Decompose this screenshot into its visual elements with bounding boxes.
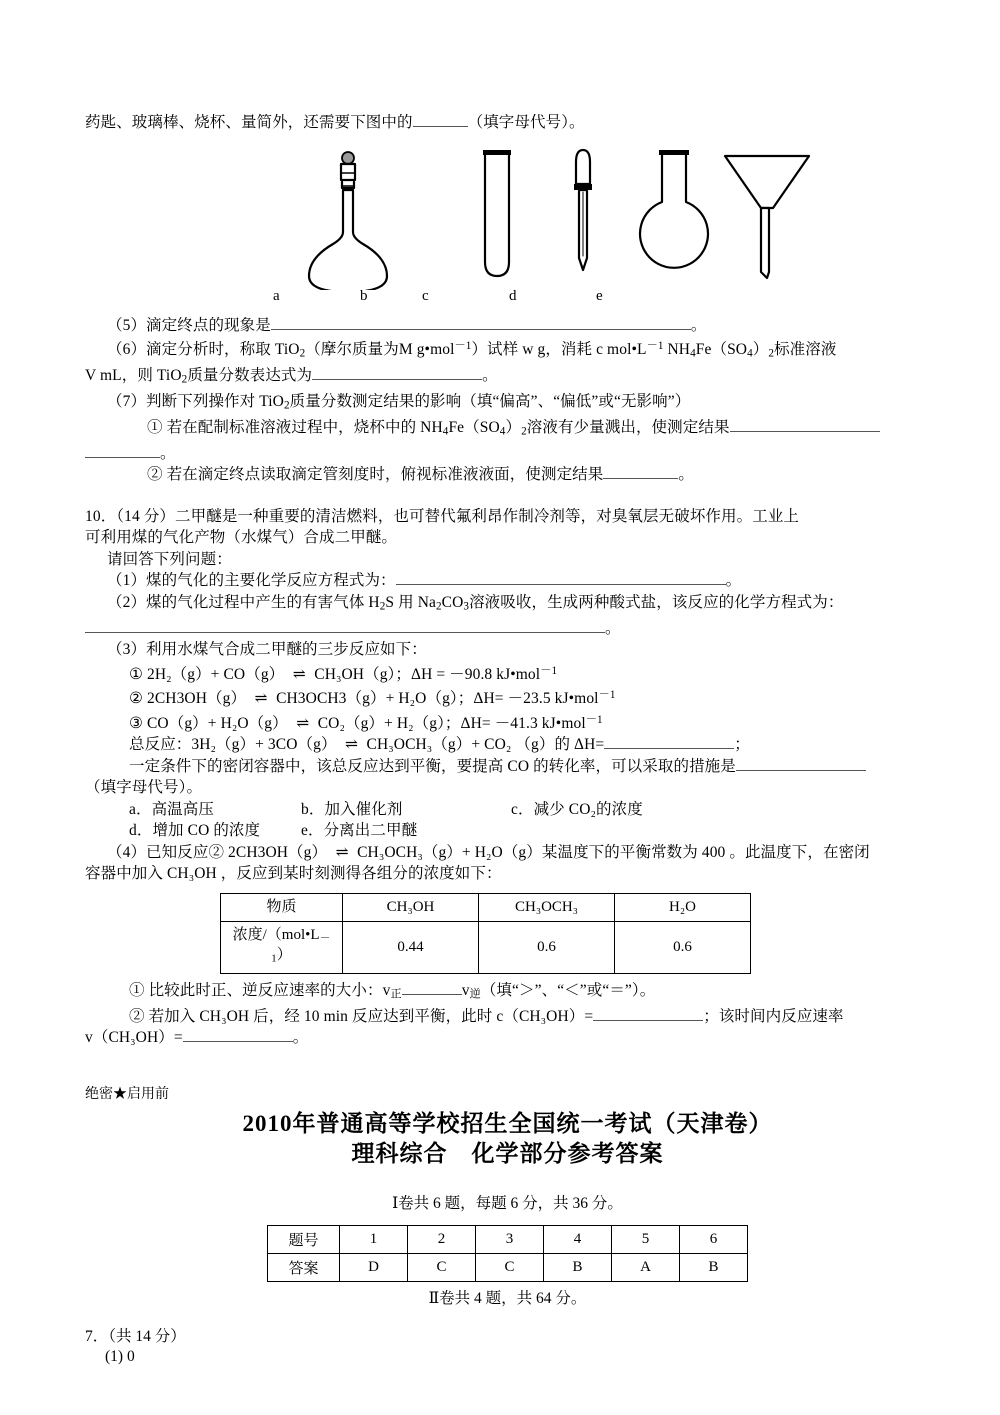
q9-item6-sub1: 2 — [299, 347, 306, 360]
q10-option-d[interactable]: d．增加 CO 的浓度 — [129, 822, 261, 840]
q10-item3: （3）利用水煤气合成二甲醚的三步反应如下： — [107, 641, 427, 659]
question-number-5: 5 — [612, 1225, 680, 1253]
q10-measure-line2: （填字母代号）。 — [85, 779, 203, 797]
q10-sub1 — [85, 980, 930, 1006]
section2-note: Ⅱ卷共 4 题，共 64 分。 — [428, 1289, 587, 1307]
conc-header-0: 物质 — [221, 893, 343, 921]
q9-item7-1b: Fe（SO — [448, 418, 500, 436]
q10-eq1-right: CH₃OH（g）；ΔH = －90.8 kJ•mol — [314, 665, 541, 683]
q10-item2-c: CO — [441, 593, 464, 611]
q9-item5-end: 。 — [690, 316, 707, 334]
q7-answer-item1: (1) 0 — [105, 1347, 135, 1365]
concentration-table — [220, 893, 751, 974]
page-content — [85, 112, 930, 1366]
q10-item2 — [85, 592, 930, 618]
q10-eq3-sup: －1 — [585, 713, 603, 726]
q9-item7-2 — [85, 464, 930, 486]
q10-sub2-l2a: v（CH₃OH）= — [85, 1029, 183, 1047]
q10-i2-sub3: 3 — [463, 600, 470, 613]
q9-item6-d: NH — [663, 341, 691, 359]
equilibrium-arrow-icon: ⇌ — [296, 714, 310, 732]
q9-item7-1d: 溶液有少量溅出，使测定结果 — [526, 418, 730, 436]
q9-item7-b: 质量分数测定结果的影响（填“偏高”、“偏低”或“无影响”） — [289, 392, 691, 410]
q10-item1-end: 。 — [725, 572, 742, 590]
q10-measure-line1 — [85, 756, 930, 778]
q10-item2-a: （2）煤的气化过程中产生的有害气体 H — [107, 593, 380, 611]
q9-item7-1 — [85, 417, 930, 443]
volumetric-flask-icon — [309, 152, 387, 290]
answer-table-answer-header: 答案 — [268, 1253, 340, 1281]
table-row — [268, 1225, 748, 1253]
q10-option-b[interactable]: b．加入催化剂 — [301, 800, 403, 818]
exam-title: 2010年普通高等学校招生全国统一考试（天津卷） — [242, 1110, 773, 1136]
q10-eq3-no: ③ — [129, 714, 143, 732]
q9-item7-1-end: 。 — [160, 444, 176, 462]
q9-i71-sub2: 4 — [499, 425, 506, 438]
q9-item6-line1 — [85, 336, 930, 365]
q10-sub1-c: （填“＞”、“＜”或“＝”）。 — [480, 981, 656, 999]
q9-item6-sub5: 2 — [181, 373, 188, 386]
q10-eq1-sup: －1 — [540, 664, 558, 677]
q10-item2-cont — [85, 618, 930, 640]
q10-equation-2 — [85, 685, 930, 710]
q9-item5 — [85, 315, 930, 337]
q9-item7-2-end: 。 — [678, 466, 694, 484]
q10-item4-a: （4）已知反应② 2CH3OH（g） — [107, 843, 328, 861]
question-number-6: 6 — [680, 1225, 748, 1253]
conc-row-label-sup: －1 — [271, 932, 331, 965]
q9-item7-a: （7）判断下列操作对 TiO — [107, 392, 284, 410]
q10-i2-sub2: 2 — [435, 600, 442, 613]
q10-sub2-a: ② 若加入 CH₃OH 后，经 10 min 反应达到平衡，此时 c（CH₃OH）= — [129, 1007, 594, 1025]
q10-sub1-a: ① 比较此时正、逆反应速率的大小：v — [129, 981, 391, 999]
q9-item7-sub: 2 — [283, 399, 290, 412]
answer-1: D — [340, 1253, 408, 1281]
q10-total-left: 总反应：3H₂（g）+ 3CO（g） — [129, 736, 337, 754]
q10-options-row2 — [85, 820, 930, 842]
q10-options-row1 — [85, 799, 930, 821]
q10-i2-sub1: 2 — [379, 600, 386, 613]
q9-item6-blank[interactable] — [312, 365, 482, 380]
q10-eq2-right: CH3OCH3（g）+ H₂O（g）；ΔH= －23.5 kJ•mol — [276, 690, 599, 708]
q10-item4-line1 — [85, 842, 930, 864]
funnel-icon — [725, 156, 809, 278]
answer-4: B — [544, 1253, 612, 1281]
q10-total-reaction — [85, 734, 930, 756]
answer-5: A — [612, 1253, 680, 1281]
answer-key-table — [267, 1225, 748, 1282]
question-number-2: 2 — [408, 1225, 476, 1253]
table-row — [221, 893, 751, 921]
q10-sub2-blank1[interactable] — [593, 1006, 703, 1021]
q10-eq3-right: CO₂（g）+ H₂（g）；ΔH= －41.3 kJ•mol — [317, 714, 586, 732]
q9-item6-sup1: －1 — [454, 340, 472, 352]
q9-item7-2-blank[interactable] — [603, 465, 678, 480]
q9-intro-tail: （填字母代号）。 — [467, 114, 585, 131]
apparatus-label-a: a — [273, 287, 280, 304]
apparatus-label-d: d — [509, 287, 517, 304]
q10-item1-blank[interactable] — [396, 571, 726, 586]
q9-item7 — [85, 391, 930, 417]
confidential-seal: 绝密★启用前 — [85, 1086, 169, 1102]
q9-blank[interactable] — [413, 112, 468, 127]
q10-eq2-left: 2CH3OH（g） — [146, 690, 247, 708]
q10-option-e[interactable]: e．分离出二甲醚 — [301, 822, 418, 840]
conc-header-1: CH₃OH — [343, 893, 479, 921]
q9-item7-1c: ） — [505, 418, 522, 436]
apparatus-labels — [85, 288, 930, 310]
q9-item6-l2a: V mL，则 TiO — [85, 366, 182, 384]
q9-item7-2a: ② 若在滴定终点读取滴定管刻度时，俯视标准液液面，使测定结果 — [147, 466, 604, 484]
apparatus-label-b: b — [360, 287, 368, 304]
q10-sub2-line1 — [85, 1006, 930, 1028]
equilibrium-arrow-icon: ⇌ — [335, 843, 349, 861]
conc-value-2: 0.6 — [615, 921, 751, 973]
q10-stem-line2: 可利用煤的气化产物（水煤气）合成二甲醚。 — [85, 529, 398, 547]
question-number-4: 4 — [544, 1225, 612, 1253]
exam-subtitle: 理科综合 化学部分参考答案 — [351, 1140, 664, 1166]
apparatus-figure — [85, 140, 930, 315]
q10-sub1-sub2: 逆 — [469, 988, 481, 1001]
q10-eq2-no: ② — [129, 690, 143, 708]
conc-row-label — [221, 921, 343, 973]
q9-intro-line — [85, 112, 930, 134]
answer-3: C — [476, 1253, 544, 1281]
q10-eq1-no: ① — [129, 665, 143, 683]
question-number-1: 1 — [340, 1225, 408, 1253]
q9-item6-g: 标准溶液 — [774, 341, 837, 359]
conc-row-label-end: ） — [276, 947, 292, 964]
q10-eq3-left: CO（g）+ H₂O（g） — [146, 714, 288, 732]
q9-i71-sub1: 4 — [442, 425, 449, 438]
q10-eq2-sup: －1 — [598, 689, 616, 702]
q10-stem-line1: 10．（14 分）二甲醚是一种重要的清洁燃料，也可替代氟利昂作制冷剂等，对臭氧层无破坏作用。工业上 — [85, 507, 800, 525]
q9-item6-sub3: 4 — [747, 347, 753, 360]
apparatus-label-e: e — [596, 287, 603, 304]
conc-header-2: CH₃OCH₃ — [479, 893, 615, 921]
conc-header-3: H₂O — [615, 893, 751, 921]
q9-item6-l2b: 质量分数表达式为 — [187, 366, 313, 384]
q10-equation-3 — [85, 710, 930, 735]
q9-item6-b: （摩尔质量为M g•mol — [305, 341, 455, 359]
q9-item5-blank[interactable] — [271, 315, 691, 330]
q9-i71-sub3: 2 — [521, 425, 527, 438]
answer-2: C — [408, 1253, 476, 1281]
q10-measure-text: 一定条件下的密闭容器中，该总反应达到平衡，要提高 CO 的转化率，可以采取的措施是 — [129, 757, 736, 775]
conc-value-0: 0.44 — [343, 921, 479, 973]
q10-sub2-line2 — [85, 1027, 930, 1049]
answer-6: B — [680, 1253, 748, 1281]
q9-item6-l2end: 。 — [482, 366, 498, 384]
q9-item6-sup2: －1 — [646, 340, 664, 352]
q10-equation-1 — [85, 661, 930, 686]
q10-item1-a: （1）煤的气化的主要化学反应方程式为： — [107, 572, 396, 590]
q9-item7-1-cont — [85, 443, 930, 465]
answer-table-row-header: 题号 — [268, 1225, 340, 1253]
q10-sub1-b: v — [461, 981, 470, 999]
q10-eq1-left: 2H₂（g）+ CO（g） — [146, 665, 285, 683]
table-row — [221, 921, 751, 973]
conc-value-1: 0.6 — [479, 921, 615, 973]
q9-item7-1-blank2[interactable] — [85, 443, 160, 458]
apparatus-label-c: c — [422, 287, 429, 304]
q10-item4-line2: 容器中加入 CH₃OH ，反应到某时刻测得各组分的浓度如下： — [85, 865, 502, 883]
question-number-3: 3 — [476, 1225, 544, 1253]
table-row — [268, 1253, 748, 1281]
equilibrium-arrow-icon: ⇌ — [345, 736, 359, 754]
q9-item7-1a: ① 若在配制标准溶液过程中，烧杯中的 NH — [147, 418, 443, 436]
apparatus-drawings — [85, 140, 930, 290]
q10-item4-b: CH₃OCH₃（g）+ H₂O（g）某温度下的平衡常数为 400 。此温度下，在密闭 — [357, 843, 870, 861]
q10-sub2-blank2[interactable] — [183, 1027, 293, 1042]
q9-item6-a: （6）滴定分析时，称取 TiO — [107, 341, 300, 359]
q10-item2-d: 溶液吸收，生成两种酸式盐，该反应的化学方程式为： — [469, 593, 844, 611]
q10-sub2-l2end: 。 — [292, 1029, 309, 1047]
q10-total-end: ； — [734, 736, 750, 754]
round-bottom-flask-icon — [640, 150, 708, 268]
q10-total-right: CH₃OCH₃（g）+ CO₂ （g）的 ΔH= — [366, 736, 605, 754]
equilibrium-arrow-icon: ⇌ — [292, 665, 306, 683]
q9-item6-sub2: 4 — [690, 347, 696, 360]
q10-stem-line3: 请回答下列问题： — [107, 550, 232, 568]
q9-item6-e: Fe（SO — [695, 341, 748, 359]
q9-item5-text: （5）滴定终点的现象是 — [107, 316, 271, 334]
q10-total-blank[interactable] — [604, 735, 734, 750]
q10-sub1-blank[interactable] — [402, 980, 462, 995]
section1-note: Ⅰ卷共 6 题，每题 6 分，共 36 分。 — [392, 1194, 623, 1212]
q10-item1 — [85, 570, 930, 592]
q10-sub1-sub1: 正 — [390, 988, 402, 1001]
q10-sub2-b: ；该时间内反应速率 — [703, 1007, 844, 1025]
test-tube-icon — [483, 150, 511, 276]
q10-option-c[interactable]: c．减少 CO₂的浓度 — [511, 800, 643, 818]
q10-measure-blank2[interactable] — [776, 756, 866, 771]
q9-item6-sub4: 2 — [768, 347, 775, 360]
q9-item7-1-blank[interactable] — [730, 417, 880, 432]
q9-item6-line2 — [85, 365, 930, 391]
q10-item2-end: 。 — [605, 619, 621, 637]
q10-measure-blank1[interactable] — [736, 756, 776, 771]
q10-item2-blank[interactable] — [85, 618, 605, 633]
q9-intro-text: 药匙、玻璃棒、烧杯、量简外，还需要下图中的 — [85, 114, 413, 131]
q10-option-a[interactable]: a．高温高压 — [129, 800, 214, 818]
conc-row-label-text: 浓度/（mol•L — [232, 926, 320, 943]
equilibrium-arrow-icon: ⇌ — [254, 690, 268, 708]
q7-answer-header: 7．（共 14 分） — [85, 1327, 186, 1345]
dropper-icon — [574, 150, 592, 270]
q9-item6-f: ） — [752, 341, 769, 359]
q10-item2-b: S 用 Na — [385, 593, 436, 611]
q9-item6-c: ）试样 w g，消耗 c mol•L — [471, 341, 647, 359]
